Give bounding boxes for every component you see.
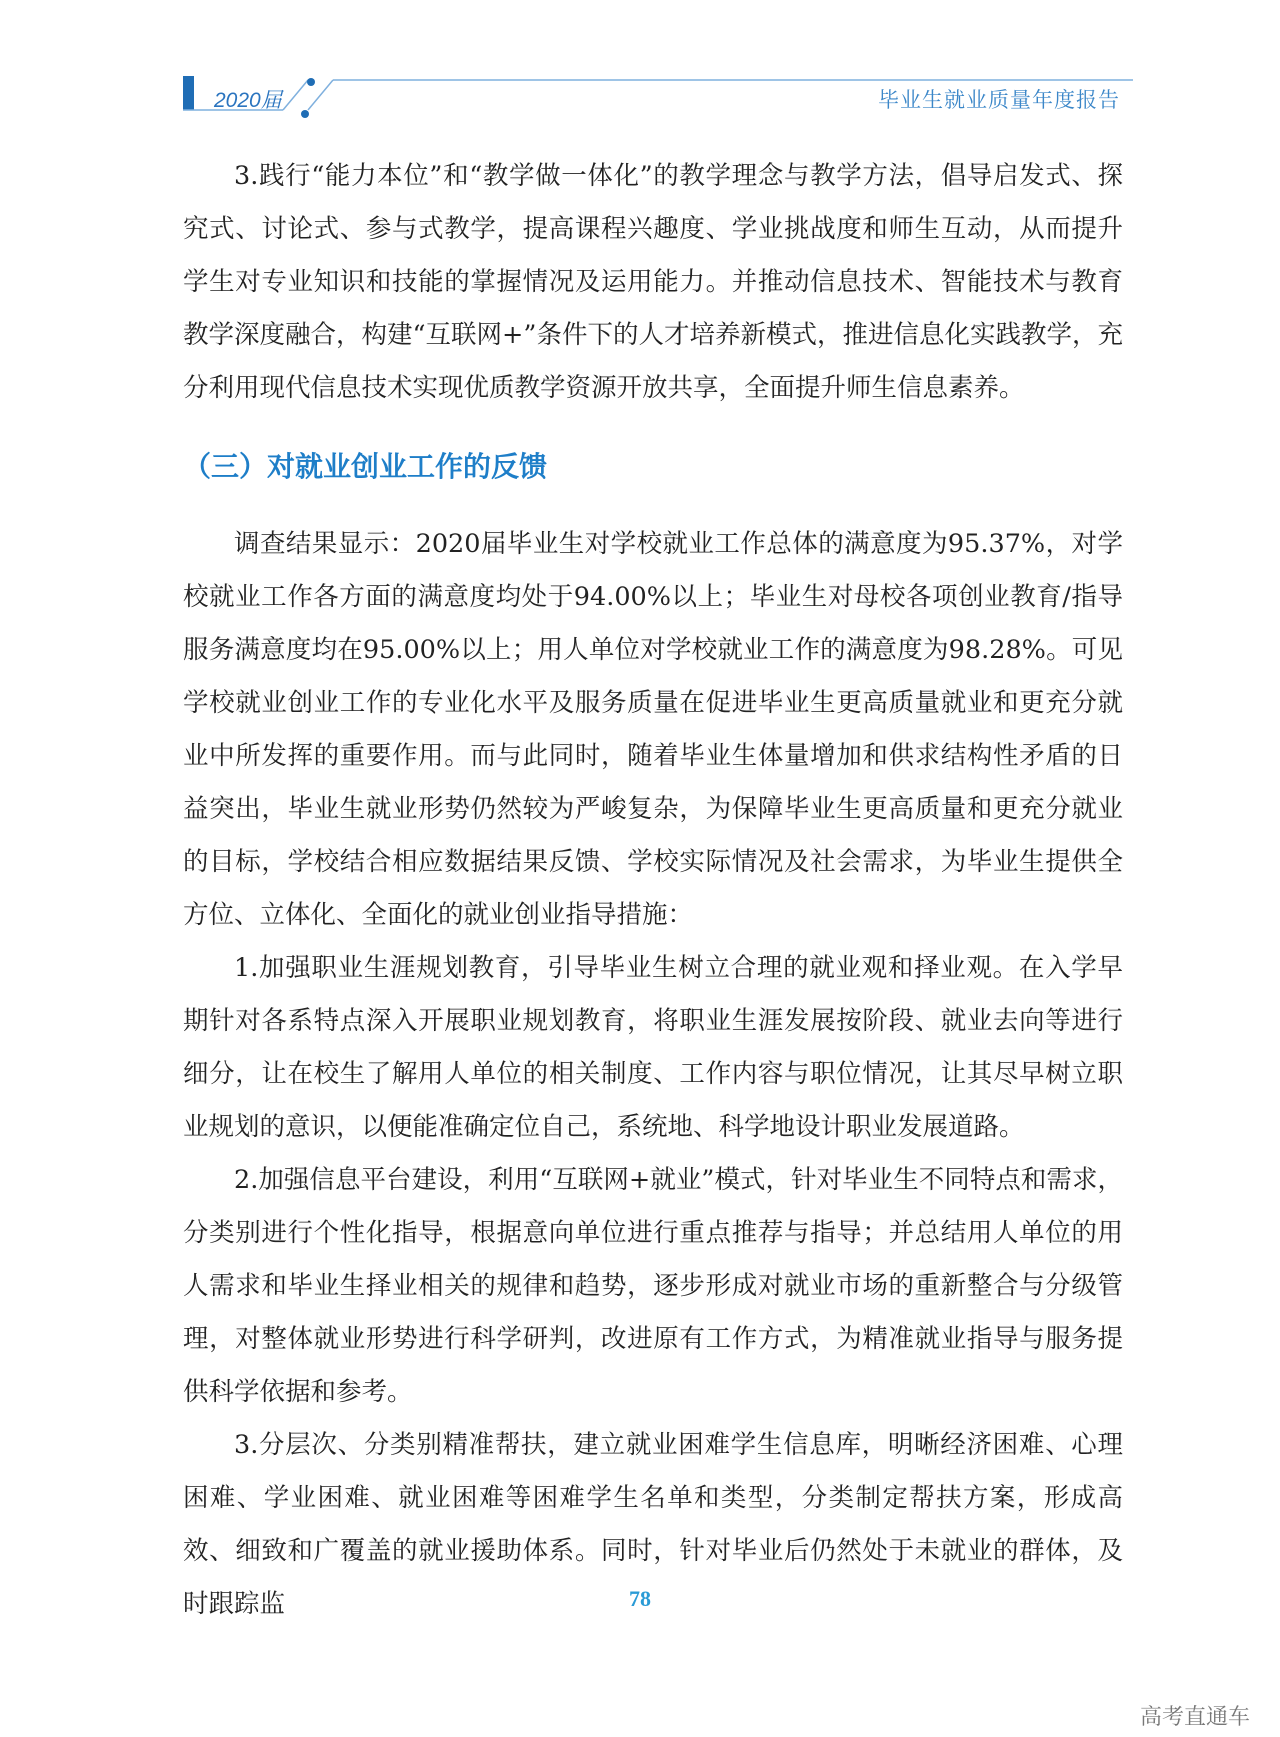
section-heading: （三）对就业创业工作的反馈 [183, 450, 548, 483]
paragraph: 3.践行“能力本位”和“教学做一体化”的教学理念与教学方法，倡导启发式、探究式、讨论式、参与式教学，提高课程兴趣度、学业挑战度和师生互动，从而提升学生对专业知识和技能的掌握情况及运用能力。并推动信息技术、智能技术与教育教学深度融合，构建“互联网+”条件下的人才培养新模式，推进信息化实践教学，充分利用现代信息技术实现优质教学资源开放共享，全面提升师生信息素养。 [183, 161, 1123, 403]
body-text-top [183, 150, 1123, 415]
paragraph: 3.分层次、分类别精准帮扶，建立就业困难学生信息库，明晰经济困难、心理困难、学业困难、就业困难等困难学生名单和类型，分类制定帮扶方案，形成高效、细致和广覆盖的就业援助体系。同时，针对毕业后仍然处于未就业的群体，及时跟踪监 [183, 1430, 1123, 1619]
header-year: 2020届 [214, 89, 282, 112]
page-number: 78 [629, 1586, 651, 1611]
header-title: 毕业生就业质量年度报告 [878, 89, 1120, 112]
paragraph: 1.加强职业生涯规划教育，引导毕业生树立合理的就业观和择业观。在入学早期针对各系特点深入开展职业规划教育，将职业生涯发展按阶段、就业去向等进行细分，让在校生了解用人单位的相关制度、工作内容与职位情况，让其尽早树立职业规划的意识，以便能准确定位自己，系统地、科学地设计职业发展道路。 [183, 953, 1123, 1142]
paragraph: 2.加强信息平台建设，利用“互联网+就业”模式，针对毕业生不同特点和需求，分类别进行个性化指导，根据意向单位进行重点推荐与指导；并总结用人单位的用人需求和毕业生择业相关的规律和趋势，逐步形成对就业市场的重新整合与分级管理，对整体就业形势进行科学研判，改进原有工作方式，为精准就业指导与服务提供科学依据和参考。 [183, 1165, 1123, 1407]
body-text [183, 518, 1123, 1631]
paragraph: 调查结果显示：2020届毕业生对学校就业工作总体的满意度为95.37%，对学校就业工作各方面的满意度均处于94.00%以上；毕业生对母校各项创业教育/指导服务满意度均在95.00%以上；用人单位对学校就业工作的满意度为98.28%。可见学校就业创业工作的专业化水平及服务质量在促进毕业生更高质量就业和更充分就业中所发挥的重要作用。而与此同时，随着毕业生体量增加和供求结构性矛盾的日益突出，毕业生就业形势仍然较为严峻复杂，为保障毕业生更高质量和更充分就业的目标，学校结合相应数据结果反馈、学校实际情况及社会需求，为毕业生提供全方位、立体化、全面化的就业创业指导措施： [183, 529, 1123, 930]
watermark: 高考直通车 [1139, 1704, 1250, 1729]
